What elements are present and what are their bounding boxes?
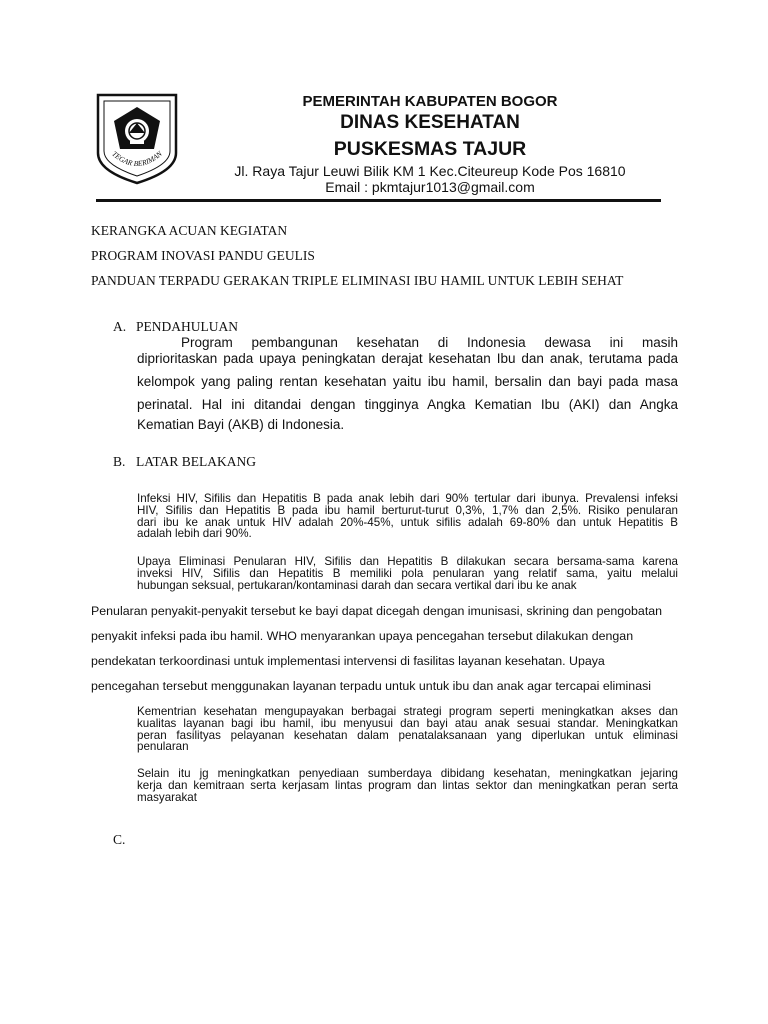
text-line: kualitas layanan bagi ibu hamil, ibu menyusui dan bayi atau anak sesuai standar. Meningkatkan (137, 716, 678, 730)
section-a-heading (113, 319, 238, 335)
section-b-heading (113, 454, 256, 470)
full-width-line: pendekatan terkoordinasi untuk implementasi intervensi di fasilitas layanan kesehatan. Upaya (91, 654, 605, 668)
section-a-line: Program pembangunan kesehatan di Indonesia dewasa ini masih (181, 335, 678, 350)
full-width-line: Penularan penyakit-penyakit tersebut ke bayi dapat dicegah dengan imunisasi, skrining dan pengobatan (91, 604, 663, 618)
header-government: PEMERINTAH KABUPATEN BOGOR (302, 93, 558, 110)
section-a-line: diprioritaskan pada upaya peningkatan derajat kesehatan Ibu dan anak, terutama pada (137, 351, 678, 366)
text-line: Kementrian kesehatan mengupayakan berbagai strategi program seperti meningkatkan akses dan (137, 705, 678, 718)
section-a-line: perinatal. Hal ini ditandai dengan tingginya Angka Kematian Ibu (AKI) dan Angka (137, 397, 678, 412)
text-line: Upaya Eliminasi Penularan HIV, Sifilis dan Hepatitis B dilakukan secara bersama-sama karena (137, 555, 678, 568)
section-a-line: kelompok yang paling rentan kesehatan yaitu ibu hamil, bersalin dan bayi pada masa (137, 374, 678, 389)
text-line: Infeksi HIV, Sifilis dan Hepatitis B pada anak lebih dari 90% tertular dari ibunya. Prevalensi infeksi (137, 492, 678, 505)
kabupaten-bogor-emblem (96, 93, 178, 185)
paragraph-resources (137, 768, 678, 803)
section-b-label: B. (113, 454, 126, 469)
text-line: peran fasilityas pelayanan kesehatan dalam penatalaksanaan yang diperlukan untuk eliminasi (137, 728, 678, 742)
section-a-line: Kematian Bayi (AKB) di Indonesia. (137, 417, 345, 432)
program-title: PROGRAM INOVASI PANDU GEULIS (91, 248, 315, 263)
paragraph-ministry-strategy (137, 706, 678, 753)
full-width-line: penyakit infeksi pada ibu hamil. WHO menyarankan upaya pencegahan tersebut dilakukan dengan (91, 629, 634, 643)
doc-title: KERANGKA ACUAN KEGIATAN (91, 223, 288, 238)
header-divider-thick (96, 200, 661, 202)
text-line: kerja dan kemitraan serta kerjasam lintas program dan lintas sektor dan meningkatkan peran serta (137, 778, 678, 792)
text-line: masyarakat (137, 790, 197, 804)
text-line: dari ibu ke anak untuk HIV adalah 20%-45%, untuk sifilis adalah 69-80% dan untuk Hepatitis B (137, 515, 678, 529)
text-line: adalah lebih dari 90%. (137, 527, 252, 541)
section-c-label: C. (113, 832, 126, 847)
full-width-line: pencegahan tersebut menggunakan layanan terpadu untuk untuk ibu dan anak agar tercapai eliminasi (91, 679, 652, 693)
section-a-label: A. (113, 319, 127, 334)
text-line: Selain itu jg meningkatkan penyediaan sumberdaya dibidang kesehatan, meningkatkan jejaring (137, 767, 678, 780)
section-c-heading (113, 832, 136, 848)
paragraph-elimination-effort (137, 556, 678, 591)
paragraph-infection-stats (137, 493, 678, 540)
header-address: Jl. Raya Tajur Leuwi Bilik KM 1 Kec.Citeureup Kode Pos 16810 (234, 163, 626, 179)
text-line: inveksi HIV, Sifilis dan Hepatitis B memiliki pola penularan yang relatif sama, yaitu melalui (137, 566, 678, 580)
section-a-title: PENDAHULUAN (136, 319, 238, 334)
header-email: Email : pkmtajur1013@gmail.com (325, 179, 535, 195)
header-department: DINAS KESEHATAN (340, 112, 520, 133)
emblem-motto: TEGAR BERIMAN (110, 149, 164, 169)
program-subtitle: PANDUAN TERPADU GERAKAN TRIPLE ELIMINASI IBU HAMIL UNTUK LEBIH SEHAT (91, 273, 624, 288)
text-line: HIV, Sifilis dan Hepatitis B pada ibu hamil berturut-turut 0,3%, 1,7% dan 2,5%. Risiko penularan (137, 503, 678, 517)
section-b-title: LATAR BELAKANG (136, 454, 257, 469)
text-line: penularan (137, 740, 189, 754)
header-puskesmas: PUSKESMAS TAJUR (333, 138, 527, 160)
text-line: hubungan seksual, pertukaran/kontaminasi darah dan secara vertikal dari ibu ke anak (137, 578, 577, 592)
